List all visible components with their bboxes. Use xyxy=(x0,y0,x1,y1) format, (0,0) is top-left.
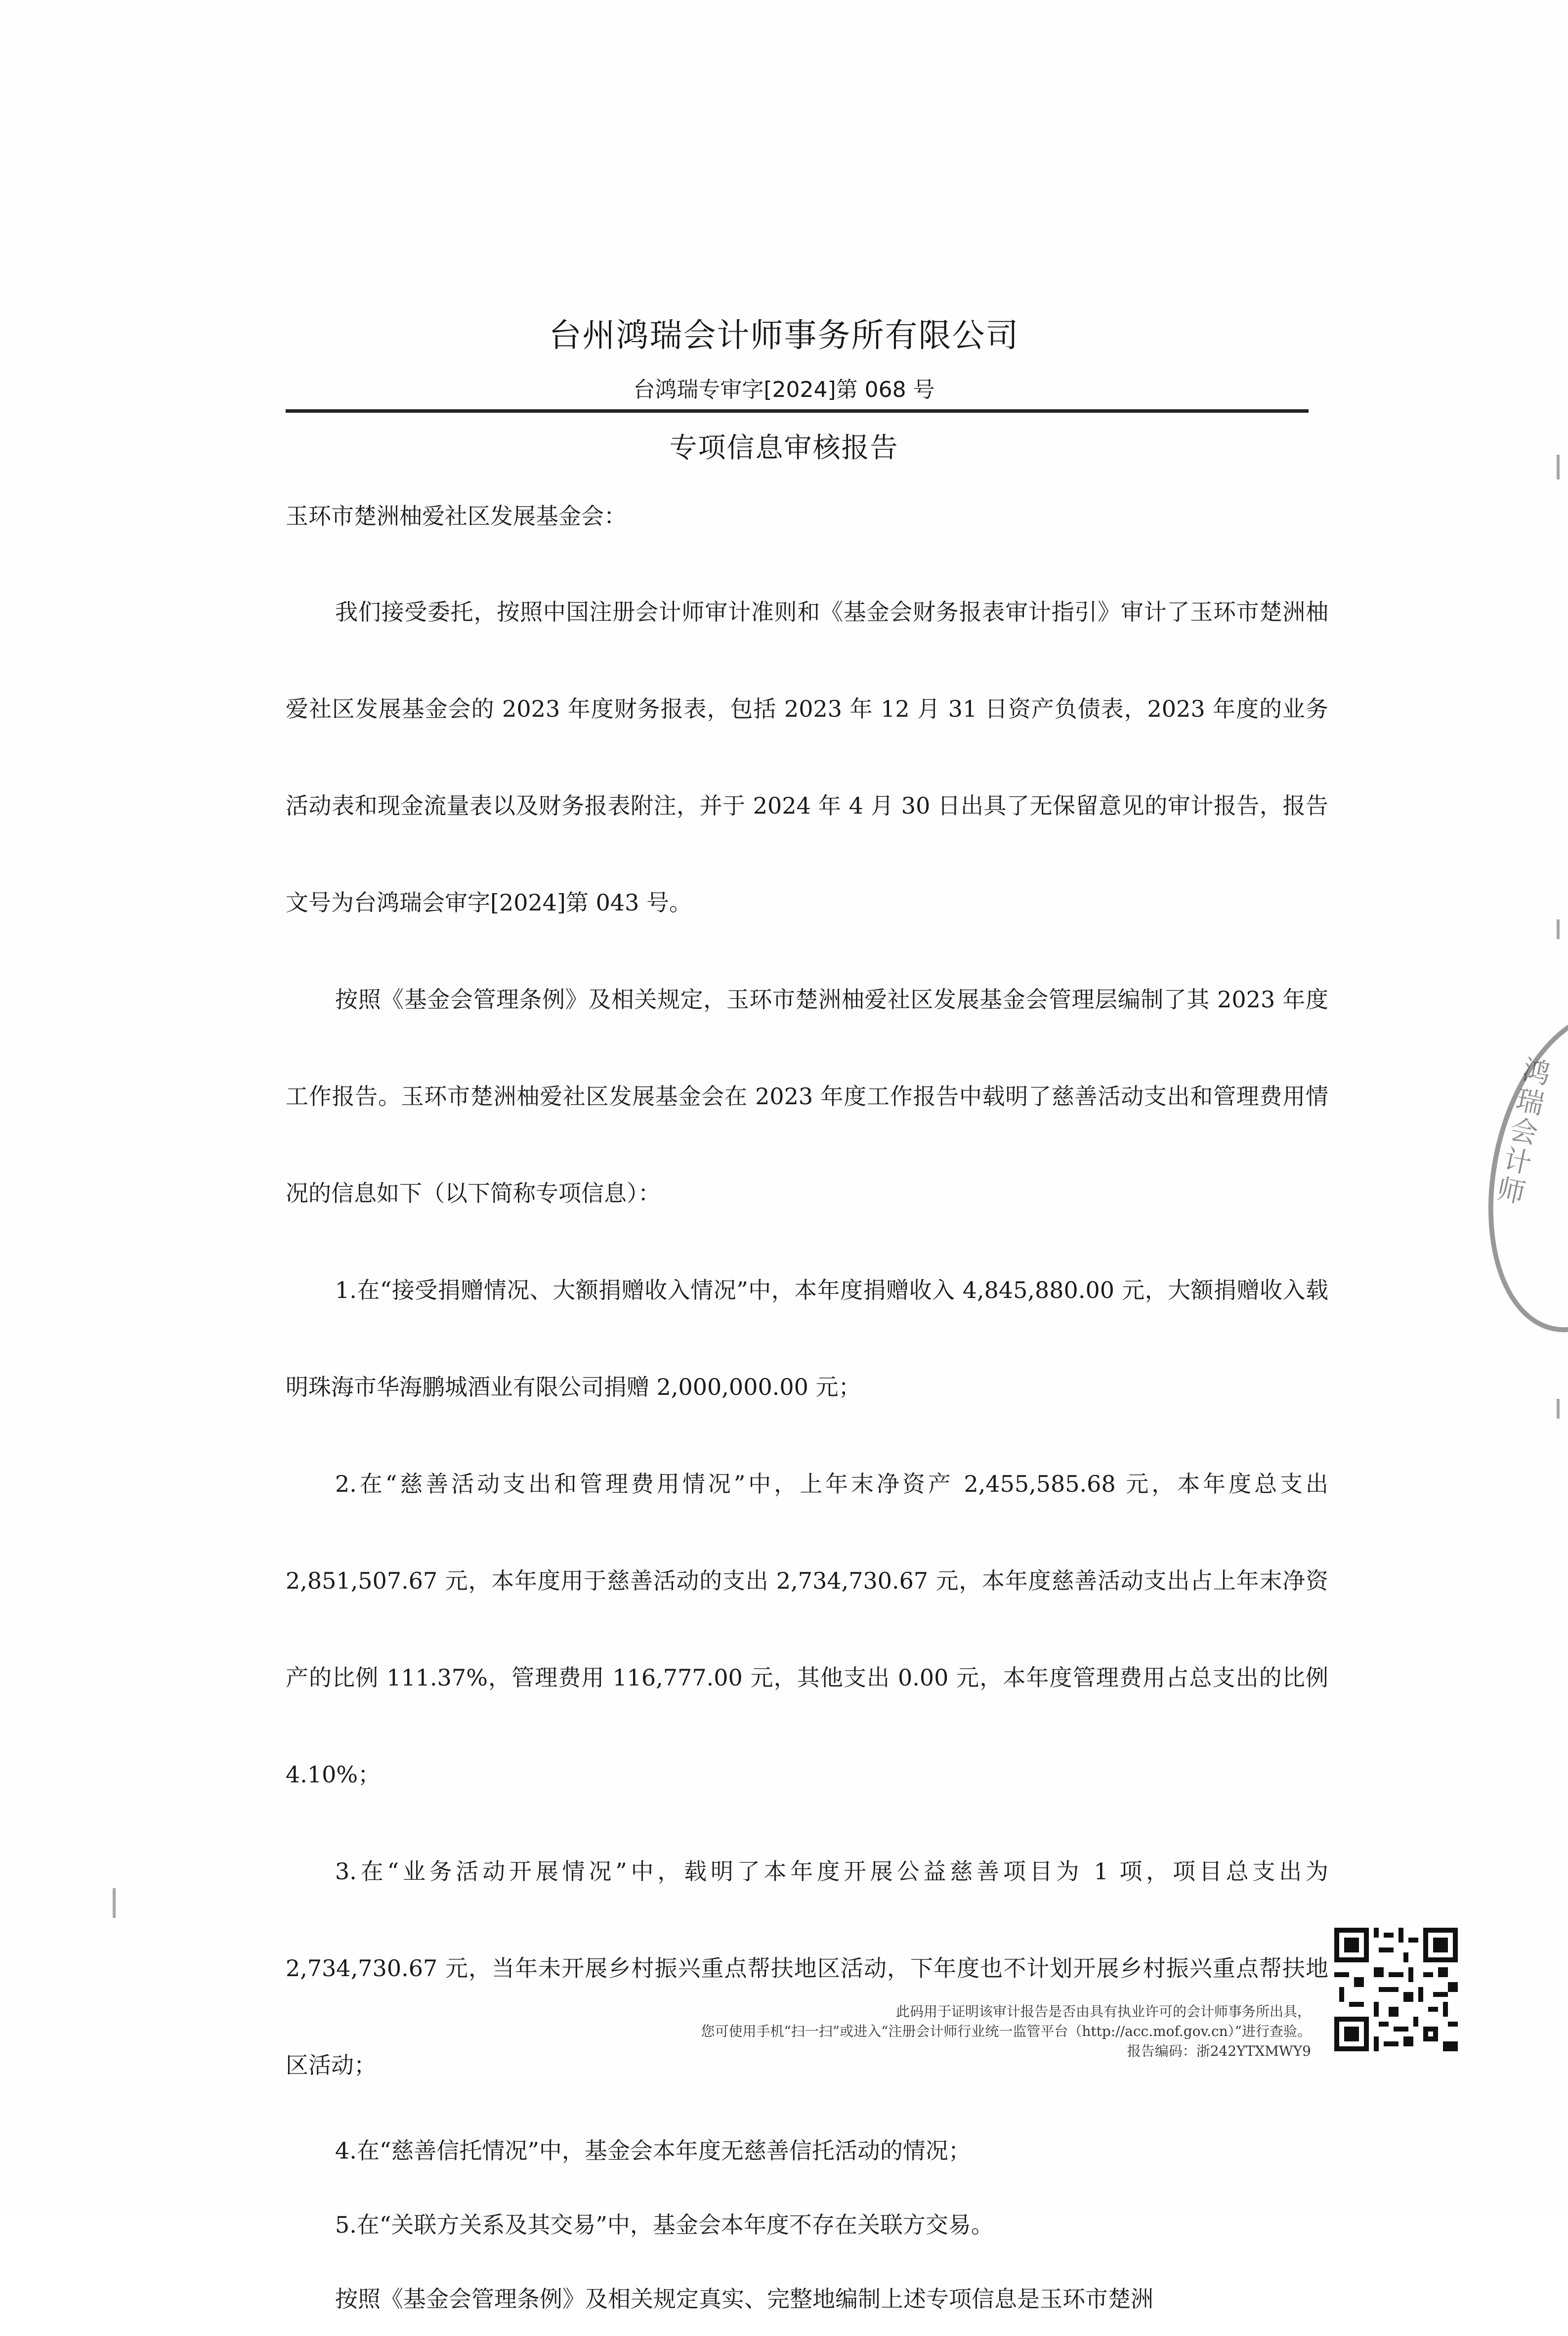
verification-note-line-1: 此码用于证明该审计报告是否由具有执业许可的会计师事务所出具， xyxy=(895,2003,1311,2020)
binding-mark xyxy=(1557,1399,1560,1419)
firm-name: 台州鸿瑞会计师事务所有限公司 xyxy=(549,316,1019,354)
seal-lettering: 鸿瑞会计师 xyxy=(1494,1054,1554,1211)
report-code: 报告编码：浙242YTXMWY9 xyxy=(1127,2043,1311,2059)
salutation: 玉环市楚洲柚爱社区发展基金会： xyxy=(286,503,627,529)
paragraph-item-4: 4.在“慈善信托情况”中，基金会本年度无慈善信托活动的情况； xyxy=(335,2137,971,2164)
binding-mark xyxy=(1557,455,1560,479)
binding-mark xyxy=(113,1888,116,1918)
verification-qr-code xyxy=(1334,1928,1458,2051)
header-divider xyxy=(286,409,1309,413)
paragraph-item-5: 5.在“关联方关系及其交易”中，基金会本年度不存在关联方交易。 xyxy=(335,2211,994,2238)
paragraph-responsibility: 按照《基金会管理条例》及相关规定真实、完整地编制上述专项信息是玉环市楚洲 xyxy=(335,2286,1153,2312)
verification-note-line-2: 您可使用手机“扫一扫”或进入“注册会计师行业统一监管平台（http://acc.mof.gov.cn）”进行查验。 xyxy=(701,2023,1311,2039)
report-body xyxy=(286,563,1328,2336)
verification-note xyxy=(701,2002,1311,2061)
paragraph-management-report: 按照《基金会管理条例》及相关规定，玉环市楚洲柚爱社区发展基金会管理层编制了其 2023 年度工作报告。玉环市楚洲柚爱社区发展基金会在 2023 年度工作报告中载明了慈善活动支出和管理费用情况的信息如下（以下简称专项信息）： xyxy=(286,986,1328,1207)
paragraph-item-2: 2.在“慈善活动支出和管理费用情况”中，上年末净资产 2,455,585.68 元，本年度总支出 2,851,507.67 元，本年度用于慈善活动的支出 2,734,730.67 元，本年度慈善活动支出占上年末净资产的比例 111.37%，管理费用 116,777.00 元，其他支出 0.00 元，本年度管理费用占总支出的比例 4.10%； xyxy=(286,1471,1328,1788)
report-title: 专项信息审核报告 xyxy=(669,432,899,464)
paragraph-item-3: 3.在“业务活动开展情况”中，载明了本年度开展公益慈善项目为 1 项，项目总支出为 2,734,730.67 元，当年未开展乡村振兴重点帮扶地区活动，下年度也不计划开展乡村振兴重点帮扶地区活动； xyxy=(286,1858,1328,2078)
document-number: 台鸿瑞专审字[2024]第 068 号 xyxy=(633,377,935,402)
binding-mark xyxy=(1557,919,1560,939)
paragraph-item-1: 1.在“接受捐赠情况、大额捐赠收入情况”中，本年度捐赠收入 4,845,880.00 元，大额捐赠收入载明珠海市华海鹏城酒业有限公司捐赠 2,000,000.00 元； xyxy=(286,1277,1328,1400)
paragraph-engagement: 我们接受委托，按照中国注册会计师审计准则和《基金会财务报表审计指引》审计了玉环市楚洲柚爱社区发展基金会的 2023 年度财务报表，包括 2023 年 12 月 31 日资产负债表，2023 年度的业务活动表和现金流量表以及财务报表附注，并于 2024 年 4 月 30 日出具了无保留意见的审计报告，报告文号为台鸿瑞会审字[2024]第 043 号。 xyxy=(286,599,1328,916)
